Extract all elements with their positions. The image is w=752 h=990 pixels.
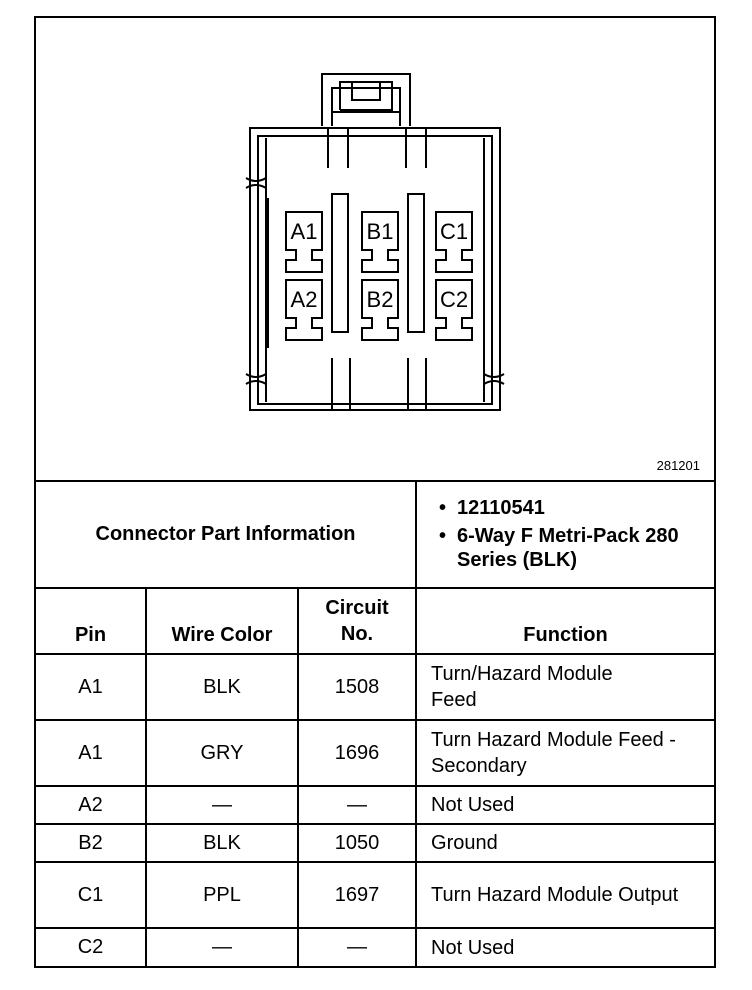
cell-circuit-no: — — [298, 928, 416, 966]
connector-table — [36, 480, 714, 966]
header-pin: Pin — [36, 588, 146, 654]
table-header-row — [36, 588, 714, 654]
cell-pin: A2 — [36, 786, 146, 824]
connector-drawing — [36, 18, 714, 480]
table-row — [36, 928, 714, 966]
cell-pin: A1 — [36, 654, 146, 720]
cell-pin: C1 — [36, 862, 146, 928]
header-function: Function — [416, 588, 714, 654]
pin-label-c1: C1 — [439, 219, 469, 244]
pin-label-c2: C2 — [439, 287, 469, 312]
table-row — [36, 824, 714, 862]
cell-wire-color: — — [146, 928, 298, 966]
connector-info-item: • 12110541 — [439, 496, 545, 519]
cell-circuit-no: — — [298, 786, 416, 824]
pin-label-a1: A1 — [290, 219, 318, 244]
cell-circuit-no: 1050 — [298, 824, 416, 862]
cell-wire-color: PPL — [146, 862, 298, 928]
pin-label-b2: B2 — [366, 287, 394, 312]
cell-circuit-no: 1696 — [298, 720, 416, 786]
figure-id: 281201 — [656, 458, 700, 473]
table-row — [36, 720, 714, 786]
connector-figure — [36, 18, 714, 482]
pin-label-a2: A2 — [290, 287, 318, 312]
table-row — [36, 786, 714, 824]
connector-info-item: • 6-Way F Metri-Pack 280 Series (BLK) — [439, 524, 679, 571]
cell-function: Not Used — [416, 786, 714, 824]
connector-sheet — [34, 16, 716, 968]
cell-function: Turn Hazard Module Feed - Secondary — [416, 720, 714, 786]
table-row — [36, 862, 714, 928]
cell-wire-color: BLK — [146, 824, 298, 862]
cell-function: Not Used — [416, 928, 714, 966]
cell-pin: B2 — [36, 824, 146, 862]
cell-pin: C2 — [36, 928, 146, 966]
connector-info-row — [36, 480, 714, 588]
cell-circuit-no: 1697 — [298, 862, 416, 928]
bullet-icon: • — [439, 524, 447, 547]
cell-wire-color: BLK — [146, 654, 298, 720]
connector-info-list — [416, 480, 714, 588]
bullet-icon: • — [439, 496, 447, 519]
header-wire-color: Wire Color — [146, 588, 298, 654]
cell-pin: A1 — [36, 720, 146, 786]
cell-function: Turn/Hazard Module Feed — [416, 654, 714, 720]
connector-info-label: Connector Part Information — [36, 480, 416, 588]
cell-circuit-no: 1508 — [298, 654, 416, 720]
pin-label-b1: B1 — [366, 219, 394, 244]
cell-wire-color: — — [146, 786, 298, 824]
header-circuit-no: Circuit No. — [298, 588, 416, 654]
cell-function: Turn Hazard Module Output — [416, 862, 714, 928]
cell-wire-color: GRY — [146, 720, 298, 786]
cell-function: Ground — [416, 824, 714, 862]
table-row — [36, 654, 714, 720]
